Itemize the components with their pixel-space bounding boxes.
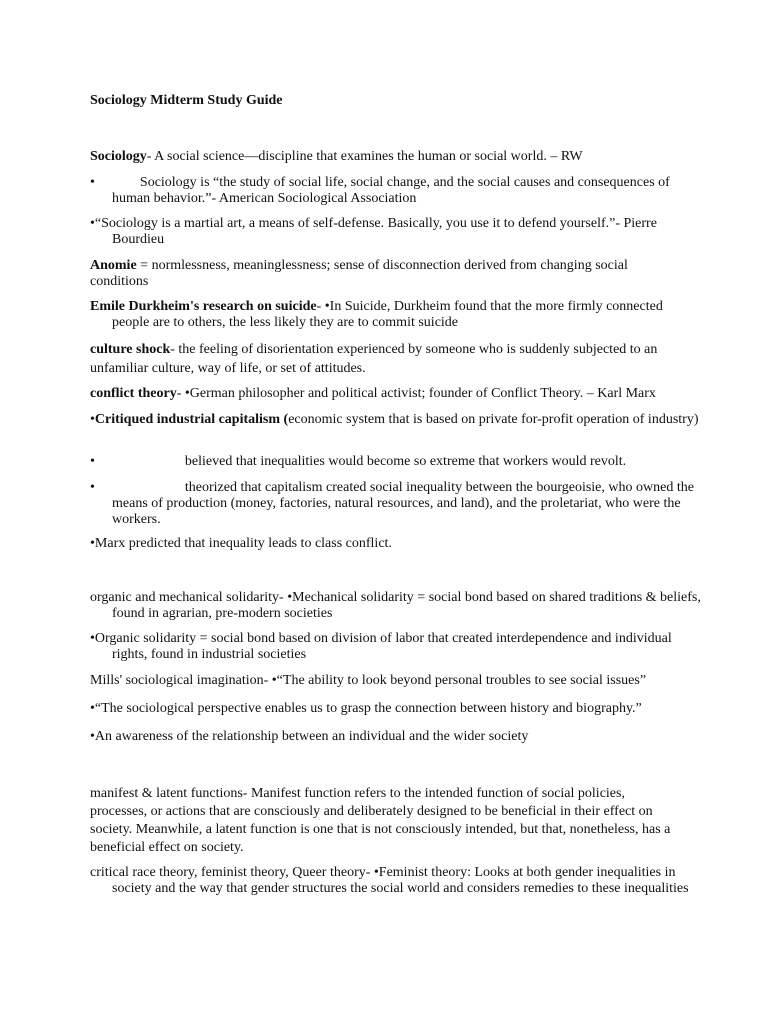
paragraph-organic-solidarity — [90, 631, 702, 663]
paragraph-culture-shock — [90, 340, 680, 378]
bullet-text: theorized that capitalism created social inequality between the bourgeoisie, who owned the means of production (money, factories, natural resources, and land), and the proletariat, who were the workers. — [112, 480, 694, 527]
document-title — [90, 93, 690, 109]
bullet: • — [90, 480, 95, 495]
paragraph-sociology — [90, 149, 680, 165]
bullet-text: •Marx predicted that inequality leads to class conflict. — [90, 536, 392, 551]
paragraph-mills — [90, 673, 690, 689]
term-durkheim: Emile Durkheim's research on suicide — [90, 299, 317, 314]
bullet: • — [90, 412, 95, 427]
definition-text: economic system that is based on private for-profit operation of industry) — [288, 412, 699, 427]
definition-text: manifest & latent functions- Manifest function refers to the intended function of social policies, processes, or actions that are consciously and deliberately designed to be beneficial in their effect on society. Meanwhile, a latent function is one that is not consciously intended, but that, nonetheless, has a beneficial effect on society. — [90, 786, 671, 855]
definition-text: critical race theory, feminist theory, Queer theory- •Feminist theory: Looks at both gender inequalities in society and the way that gender structures the social world and considers remedies to these inequalities — [90, 865, 689, 896]
definition-text: organic and mechanical solidarity- •Mechanical solidarity = social bond based on shared traditions & beliefs, found in agrarian, pre-modern societies — [90, 590, 701, 621]
quote-text: Sociology is “the study of social life, social change, and the social causes and consequences of human behavior.”- American Sociological Association — [112, 175, 670, 206]
term-conflict-theory: conflict theory — [90, 386, 177, 401]
paragraph-sociological-perspective — [90, 701, 690, 717]
bullet-text: •An awareness of the relationship between an individual and the wider society — [90, 729, 529, 744]
bullet: • — [90, 454, 95, 469]
paragraph-critiqued-capitalism — [90, 412, 702, 428]
bullet: • — [90, 175, 95, 190]
paragraph-solidarity — [90, 590, 702, 622]
title-text: Sociology Midterm Study Guide — [90, 93, 283, 108]
paragraph-revolt — [90, 454, 690, 470]
definition-text: - •In Suicide, Durkheim found that the more firmly connected people are to others, the less likely they are to commit suicide — [112, 299, 663, 330]
paragraph-manifest-latent — [90, 785, 680, 857]
paragraph-anomie — [90, 258, 680, 290]
definition-text: = normlessness, meaninglessness; sense of disconnection derived from changing social conditions — [90, 258, 628, 289]
paragraph-durkheim — [90, 299, 702, 331]
bullet-text: •“The sociological perspective enables us to grasp the connection between history and biography.” — [90, 701, 642, 716]
bullet-text: believed that inequalities would become so extreme that workers would revolt. — [184, 454, 627, 469]
definition-text: - •German philosopher and political activist; founder of Conflict Theory. – Karl Marx — [176, 386, 656, 401]
definition-text: - the feeling of disorientation experienced by someone who is suddenly subjected to an unfamiliar culture, way of life, or set of attitudes. — [90, 342, 658, 376]
term-culture-shock: culture shock — [90, 342, 171, 357]
paragraph-bourgeoisie — [90, 480, 702, 528]
paragraph-class-conflict — [90, 536, 690, 552]
term-sociology: Sociology — [90, 149, 147, 164]
quote-text: •“Sociology is a martial art, a means of self-defense. Basically, you use it to defend yourself.”- Pierre Bourdieu — [90, 216, 657, 247]
paragraph-asa-quote — [90, 175, 702, 207]
paragraph-bourdieu-quote — [90, 216, 702, 248]
paragraph-critical-theories — [90, 865, 702, 897]
term-critiqued-capitalism: Critiqued industrial capitalism ( — [94, 412, 289, 427]
definition-text: •Organic solidarity = social bond based on division of labor that created interdependence and individual rights, found in industrial societies — [90, 631, 672, 662]
paragraph-awareness — [90, 729, 690, 745]
term-anomie: Anomie — [90, 258, 137, 273]
definition-text: - A social science—discipline that examines the human or social world. – RW — [146, 149, 583, 164]
paragraph-conflict-theory — [90, 386, 690, 402]
definition-text: Mills' sociological imagination- •“The ability to look beyond personal troubles to see social issues” — [90, 673, 647, 688]
